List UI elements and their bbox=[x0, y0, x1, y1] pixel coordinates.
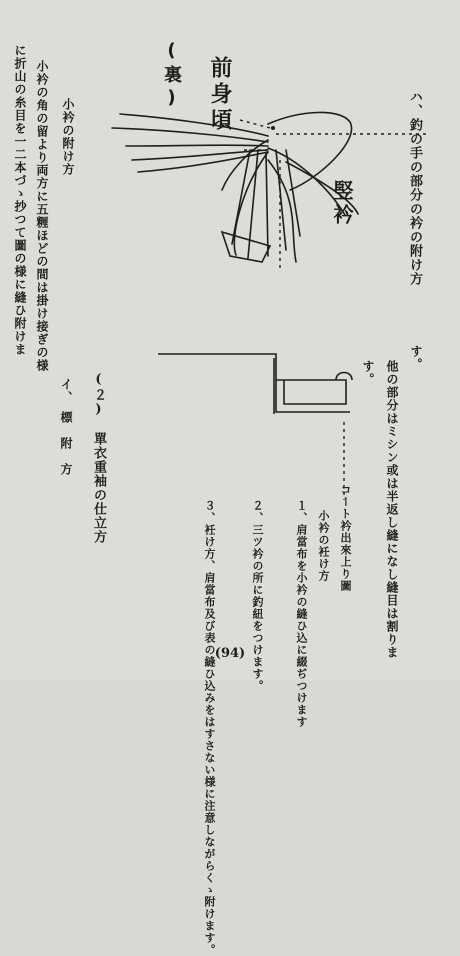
section2-heading: (２) 單衣重袖の仕立方 bbox=[91, 372, 106, 544]
page-number: (94) bbox=[214, 646, 246, 661]
step-2: ２、三ツ衿の所に釣紐をつけます。 bbox=[251, 500, 264, 692]
section2-sub: イ、 標 附 方 bbox=[59, 378, 73, 476]
label-ura: (裏) bbox=[161, 40, 182, 112]
label-front-body: 前身頃 bbox=[207, 56, 232, 134]
body-line-b: す。 bbox=[361, 360, 375, 386]
figure-caption: コート衿出來上り圖 bbox=[339, 484, 352, 592]
body-line-1: 小衿の角の留より両方に五糎ほどの間は掛け接ぎの様 bbox=[35, 60, 49, 372]
subheading-kozue: 小衿の附け方 bbox=[61, 98, 75, 176]
body-line-su: す。 bbox=[409, 345, 423, 371]
body-line-2: に折山の糸目を一二本づゝ抄つて圖の様に縫ひ附けま bbox=[13, 44, 27, 356]
label-tatezuma: 竪衿 bbox=[330, 180, 354, 228]
steps-title: 小衿の衽け方 bbox=[317, 510, 330, 582]
section-heading: ハ、釣の手の部分の衿の附け方 bbox=[407, 90, 422, 286]
step-1: １、肩當布を小衿の縫ひ込に綴ぢつけます bbox=[295, 500, 308, 728]
body-line-a: 他の部分はミシン或は半返し縫になし縫目は割りま bbox=[385, 360, 399, 659]
step-3: ３、衽け方、肩當布及び表の縫ひ込みをはすさない様に注意しながらくゝ附けます。 bbox=[203, 500, 216, 956]
